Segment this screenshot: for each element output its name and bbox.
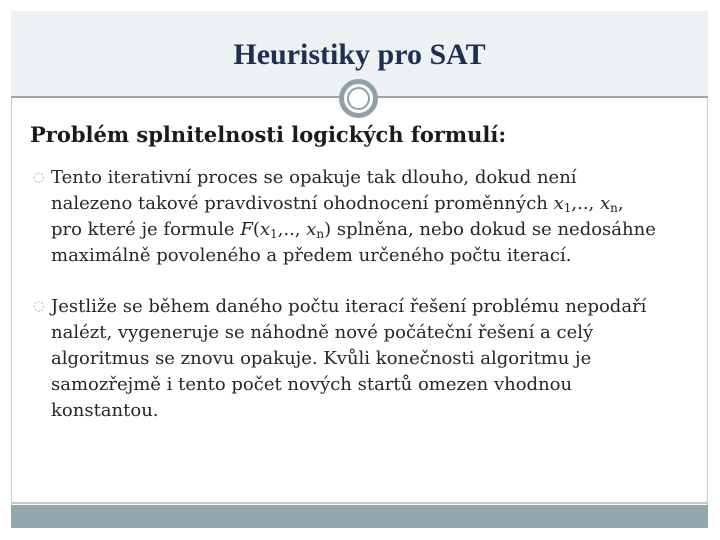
subscript-text: n bbox=[316, 227, 325, 241]
bullet-line bbox=[33, 320, 693, 346]
text-segment: maximálně povoleného a předem určeného počtu iterací. bbox=[51, 245, 572, 266]
italic-text: x bbox=[259, 219, 270, 240]
bullet-item bbox=[33, 294, 693, 424]
text-segment: ,.., bbox=[277, 219, 307, 240]
bullet-item bbox=[33, 165, 693, 269]
title-ornament bbox=[339, 79, 378, 118]
text-segment: pro které je formule bbox=[51, 219, 241, 240]
bullet-line bbox=[33, 165, 693, 191]
text-segment: ) splněna, nebo dokud se nedosáhne bbox=[324, 219, 656, 240]
bullet-icon: ◌ bbox=[33, 299, 45, 314]
slide-title: Heuristiky pro SAT bbox=[233, 38, 486, 71]
bullet-line bbox=[33, 294, 693, 320]
text-segment: ( bbox=[252, 219, 260, 240]
bullet-line bbox=[33, 217, 693, 243]
subscript-text: 1 bbox=[270, 227, 278, 241]
bullet-line bbox=[33, 372, 693, 398]
footer-bar bbox=[11, 505, 708, 528]
italic-text: x bbox=[600, 193, 611, 214]
bullet-line bbox=[33, 398, 693, 424]
text-segment: Jestliže se během daného počtu iterací řešení problému nepodaří bbox=[51, 296, 647, 317]
text-segment: , bbox=[617, 193, 624, 214]
bullet-line bbox=[33, 191, 693, 217]
subscript-text: 1 bbox=[563, 201, 572, 215]
text-segment: konstantou. bbox=[51, 400, 159, 421]
bullet-line bbox=[33, 346, 693, 372]
text-segment: Tento iterativní proces se opakuje tak dlouho, dokud není bbox=[51, 167, 577, 188]
slide-heading: Problém splnitelnosti logických formulí: bbox=[30, 122, 507, 147]
text-segment: algoritmus se znovu opakuje. Kvůli konečnosti algoritmu je bbox=[51, 348, 592, 369]
text-segment: nalézt, vygeneruje se náhodně nové počáteční řešení a celý bbox=[51, 322, 594, 343]
bullet-icon: ◌ bbox=[33, 170, 45, 185]
text-segment: ,.., bbox=[571, 193, 600, 214]
bullet-line bbox=[33, 243, 693, 269]
text-segment: nalezeno takové pravdivostní ohodnocení proměnných bbox=[51, 193, 554, 214]
italic-text: x bbox=[306, 219, 317, 240]
subscript-text: n bbox=[610, 201, 618, 215]
italic-text: x bbox=[553, 193, 564, 214]
italic-text: F bbox=[240, 219, 253, 240]
text-segment: samozřejmě i tento počet nových startů omezen vhodnou bbox=[51, 374, 573, 395]
